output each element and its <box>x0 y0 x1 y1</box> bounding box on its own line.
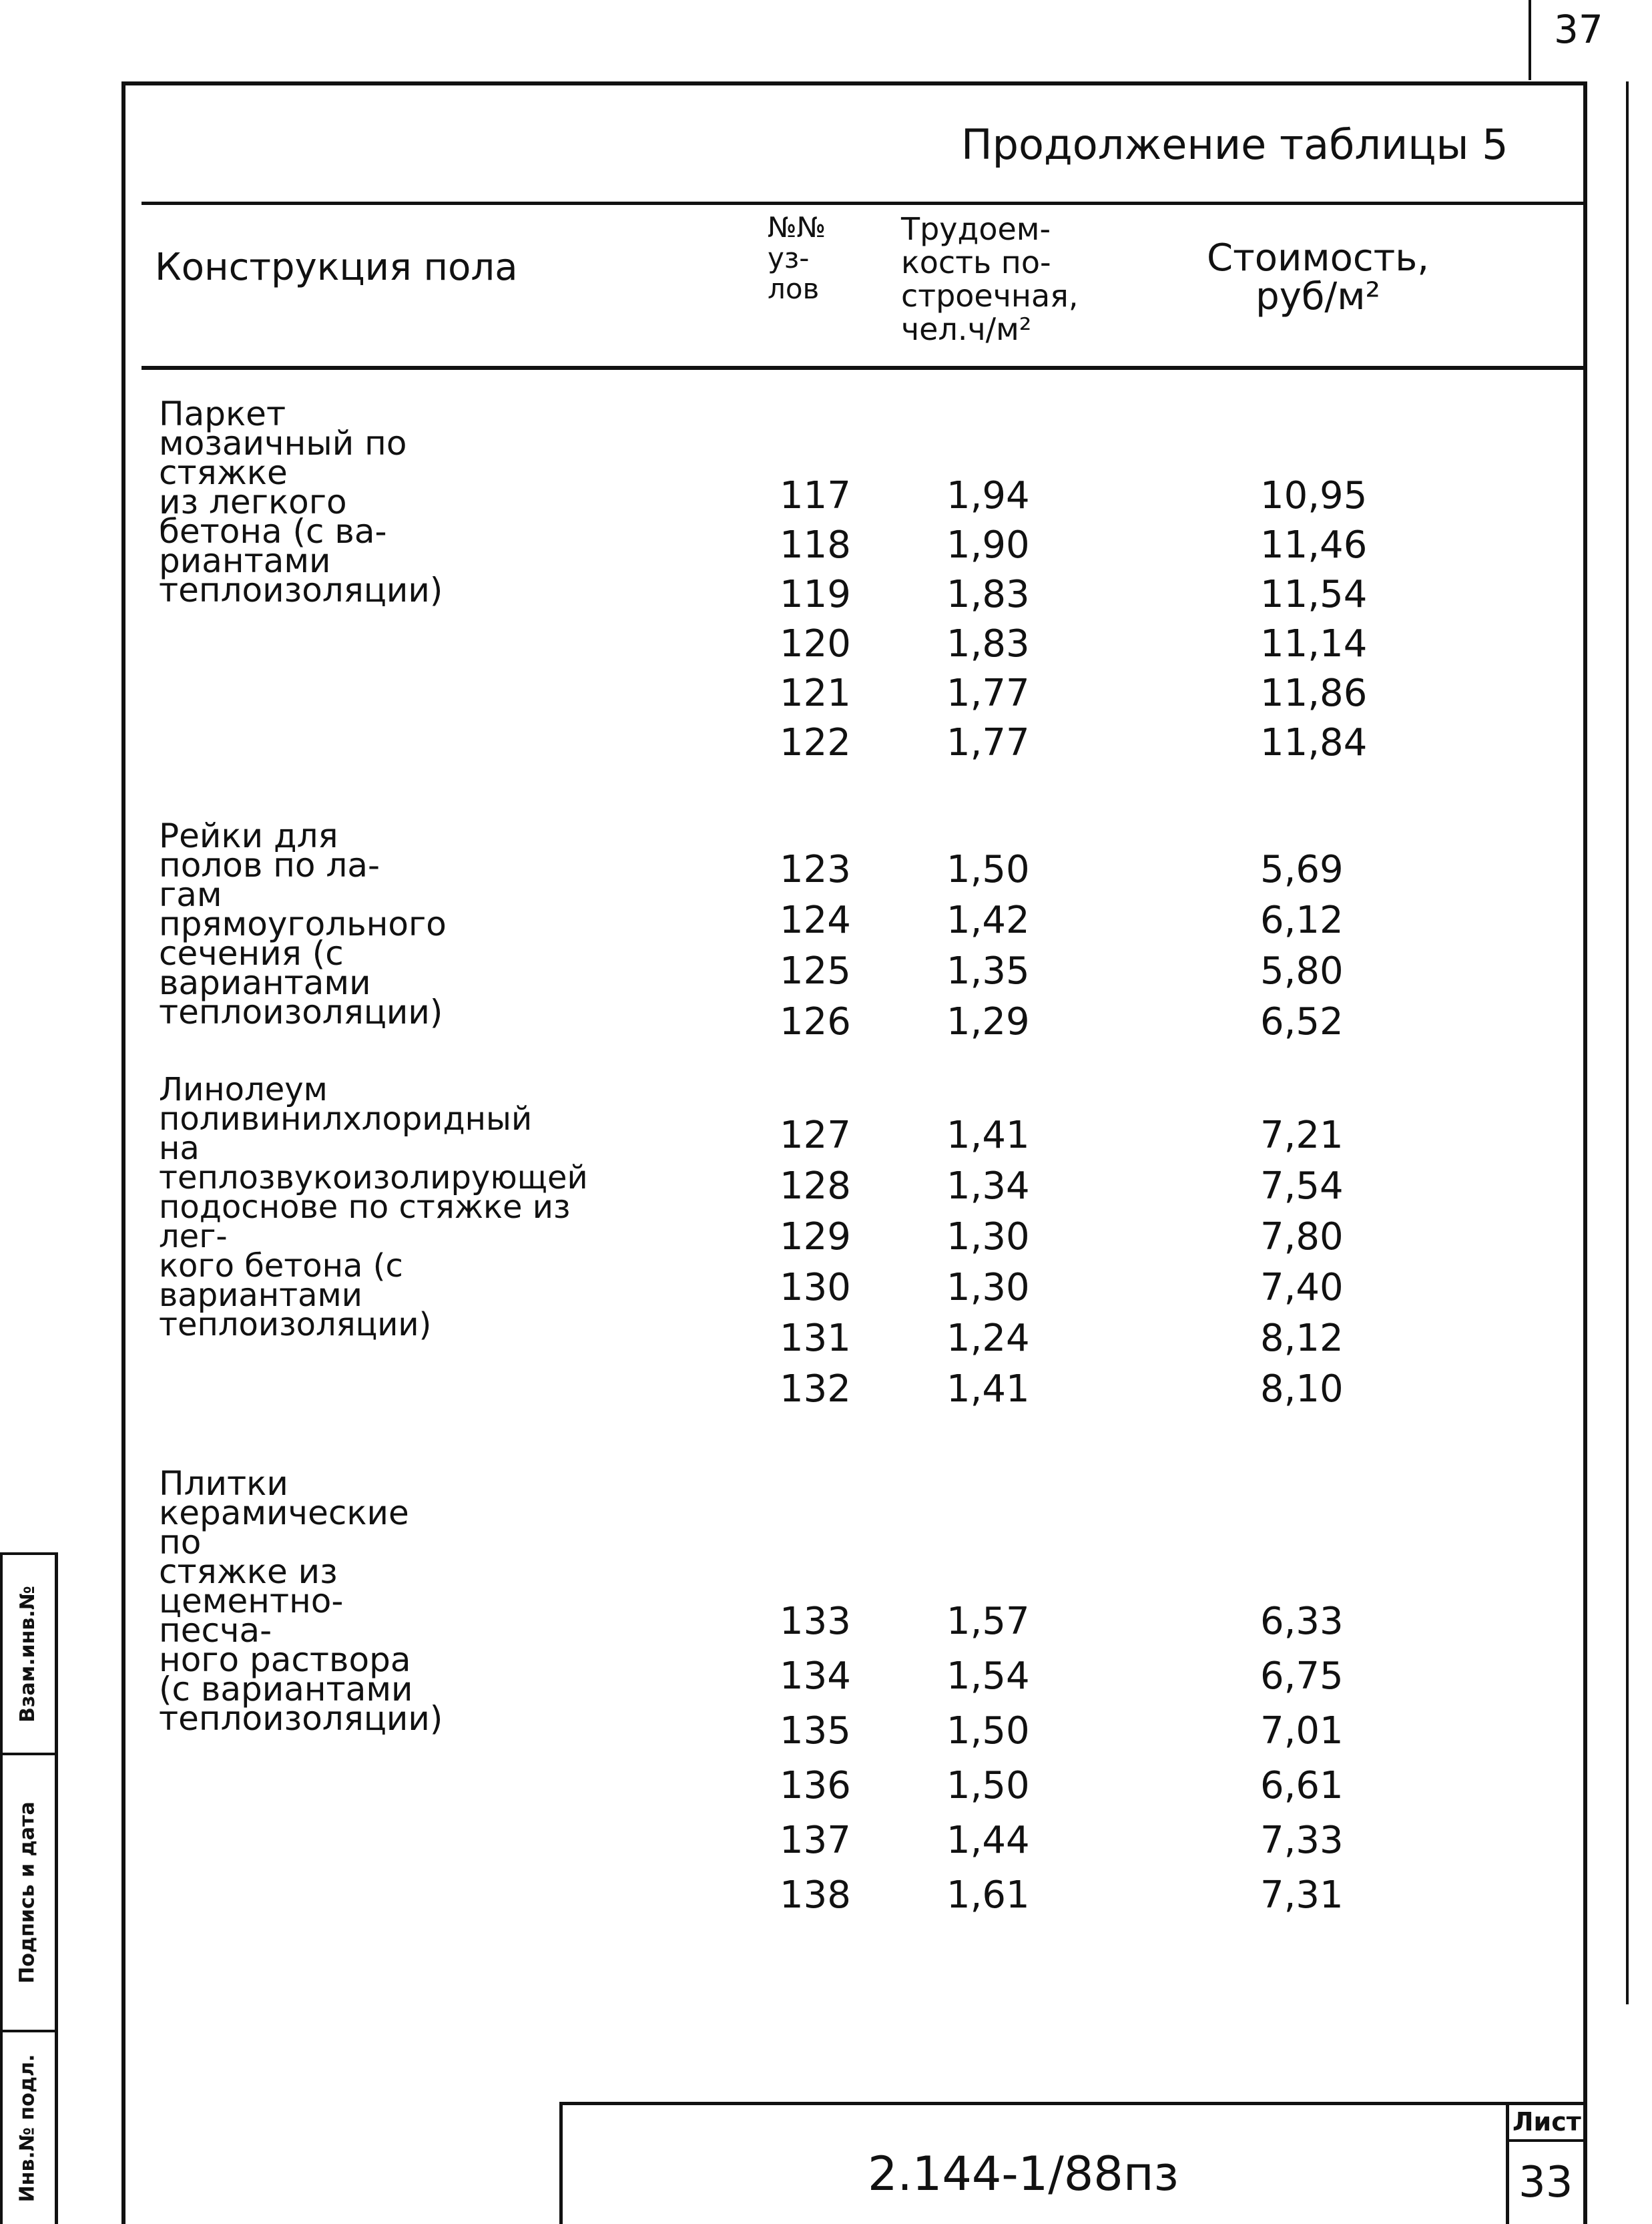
frame-left <box>121 81 125 2224</box>
frame-right <box>1583 81 1587 2224</box>
side-label-replace-inv: Взам.инв.№ <box>15 1585 39 1723</box>
stamp-doc-code: 2.144-1/88пз <box>868 2147 1179 2201</box>
side-strip-right <box>55 1552 58 2224</box>
header-rule-top <box>142 202 1583 205</box>
header-construction: Конструкция пола <box>155 246 518 289</box>
group-name: Плитки керамические по стяжке из цементно-песча- ного раствора (с вариантами теплоизоляции) <box>159 1464 443 1738</box>
stamp-sheet-number: 33 <box>1519 2158 1573 2207</box>
header-cost: Стоимость, руб/м² <box>1207 236 1430 318</box>
header-rule-bottom <box>142 366 1583 370</box>
group-name: Линолеум поливинилхлоридный на теплозвукоизолирующей подоснове по стяжке из лег- кого бетона (с вариантами теплоизоляции) <box>159 1071 588 1343</box>
table-title: Продолжение таблицы 5 <box>961 120 1508 169</box>
outer-right-rule <box>1626 81 1629 2004</box>
group-name: Паркет мозаичный по стяжке из легкого бетона (с ва- риантами теплоизоляции) <box>159 395 443 610</box>
page-corner-number: 37 <box>1554 7 1603 52</box>
header-labor: Трудоем- кость по- строечная, чел.ч/м² <box>901 211 1079 347</box>
stamp-left-rule <box>559 2102 563 2224</box>
stamp-sheet-divider <box>1506 2102 1509 2224</box>
stamp-sheet-label-rule <box>1506 2139 1587 2142</box>
stamp-sheet-label: Лист <box>1512 2107 1581 2137</box>
side-label-signature-date: Подпись и дата <box>15 1801 39 1984</box>
header-node-no: №№ уз- лов <box>768 211 826 305</box>
stamp-top-rule <box>559 2102 1587 2105</box>
side-label-original-inv: Инв.№ подл. <box>15 2054 39 2203</box>
group-name: Рейки для полов по ла- гам прямоугольного сечения (с вариантами теплоизоляции) <box>159 817 447 1032</box>
frame-top <box>121 81 1587 85</box>
